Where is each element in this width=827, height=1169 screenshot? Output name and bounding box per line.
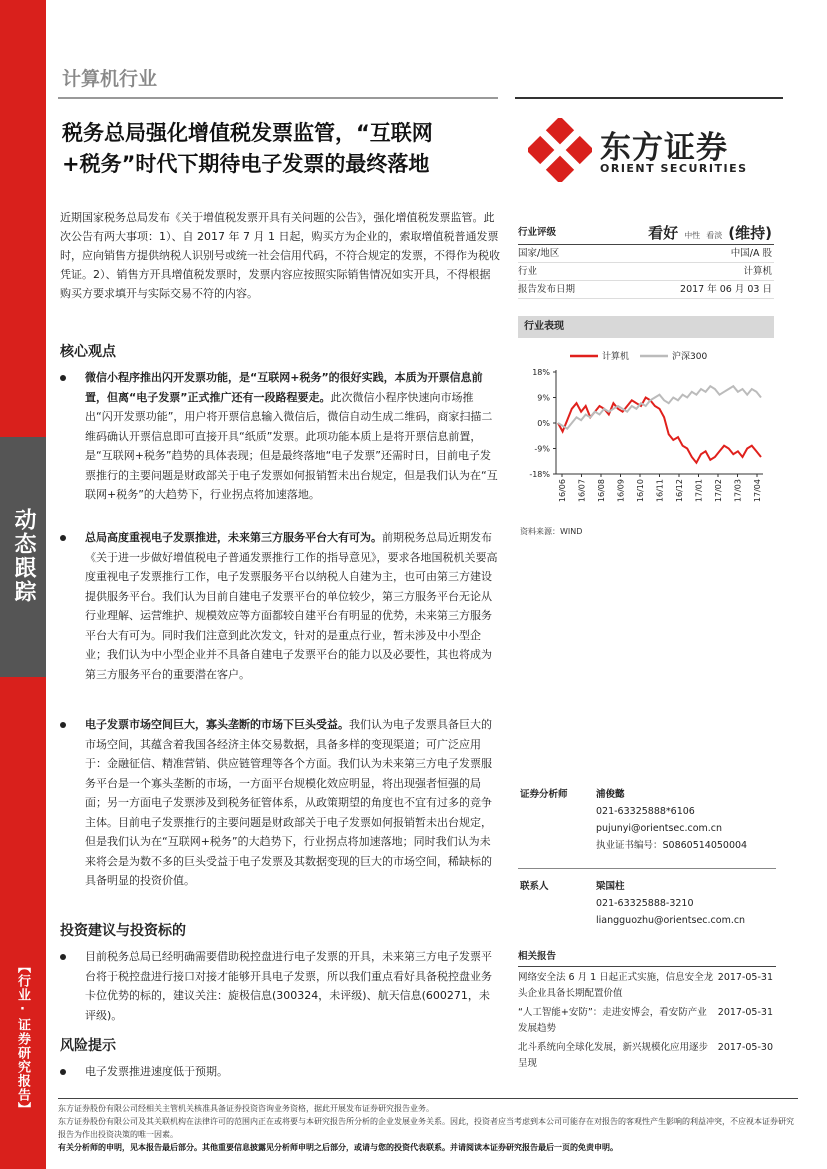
section-risk: 风险提示 [60,1038,116,1054]
footer-line-1: 东方证券股份有限公司经相关主管机关核准具备证券投资咨询业务资格，据此开展发布证券研究报告业务。 [58,1104,434,1113]
bullet-dot [60,1069,66,1075]
bullet-2-text: 前期税务总局近期发布《关于进一步做好增值税电子普通发票推行工作的指导意见》，要求各地国税机关要高度重视电子发票推行工作，电子发票服务平台以纳税人自建为主，也可由第三方建设提供服务平台。我们认为目前自建电子发票平台的单位较少，第三方服务平台无论从行业理解、运营维护、规模效应等方面都较自建平台有明显的优势，未来第三方服务平台大有可为。同时我们注意到此次发文，针对的是重点行业，暂未涉及中小型企业；我们认为中小型企业并不具备自建电子发票平台的能力以及必要性，其也将成为第三方服务平台的重要潜在客户。 [85,531,498,681]
related-header: 相关报告 [518,948,776,967]
title-line-1: 税务总局强化增值税发票监管，“互联网 [62,121,433,145]
rating-table [518,222,774,299]
x-tick-label: 16/06 [558,479,567,503]
intro-paragraph: 近期国家税务总局发布《关于增值税发票开具有关问题的公告》，强化增值税发票监管。此次公告有两大事项：1）、自 2017 年 7 月 1 日起，购买方为企业的，索取增值税普通发票时，应向销售方提供纳税人识别号或统一社会信用代码，不符合规定的发票，不得作为税收凭证。2）、销售方开具增值税发票时，发票内容应按照实际销售情况如实开具，不得根据购买方要求填开与实际交易不符的内容。 [60,211,500,300]
contact-name: 梁国柱 [596,881,625,892]
bullet-3-text: 我们认为电子发票具备巨大的市场空间，其蕴含着我国各经济主体交易数据，具备多样的变现渠道；可广泛应用于：金融征信、精准营销、供应链管理等各个方面。我们认为未来第三方电子发票服务平台是一个寡头垄断的市场，一方面平台规模化效应明显，将出现强者恒强的局面；另一方面电子发票涉及到税务征管体系，从政策期望的角度也不宜有过多的竞争主体。目前电子发票推行的主要问题是财政部关于电子发票如何报销暂未出台规定，但是我们认为在“互联网+税务”的大趋势下，行业拐点将加速落地；同时我们认为未来将会是为数不多的巨头受益于电子发票及其数据变现的巨大的市场空间，稀缺标的具备明显的投资价值。 [85,718,492,887]
bullet-1 [60,368,500,505]
company-logo [528,118,788,184]
y-tick-label: 18% [532,368,550,377]
rating-value: 看好 [648,224,679,242]
contact-email[interactable]: liangguozhu@orientsec.com.cn [596,915,746,926]
bullet-dot [60,722,66,728]
rating-keep: (维持) [728,224,772,242]
analyst-email[interactable]: pujunyi@orientsec.com.cn [596,823,723,834]
contact-label: 联系人 [520,881,549,892]
bullet-dot [60,954,66,960]
rating-label: 行业评级 [518,227,557,238]
x-tick-label: 16/10 [636,479,645,503]
title-line-2: +税务”时代下期待电子发票的最终落地 [62,152,430,176]
x-tick-label: 16/12 [675,479,684,503]
chart-source: 资料来源：WIND [520,527,583,536]
bullet-invest [60,947,500,1025]
analyst-label: 证券分析师 [520,789,568,800]
bullet-1-text: 此次微信小程序快速向市场推出“闪开发票功能”，用户将开票信息输入微信后，微信自动生成二维码，商家扫描二维码确认开票信息即可直接开具“纸质”发票。此项功能本质上是将开票信息前置，是“互联网+税务”趋势的具体表现；但是最终落地“电子发票”还需时日，目前电子发票推行的主要问题是财政部关于电子发票如何报销暂未出台规定，但是我们认为在“互联网+税务”的大趋势下，行业拐点将加速落地。 [85,390,498,501]
series-line [558,398,761,463]
series-line [558,386,761,429]
contact-divider [518,868,776,869]
x-tick-label: 17/01 [694,479,704,503]
x-tick-label: 16/08 [597,479,606,503]
legend-label: 沪深300 [672,352,708,362]
x-tick-label: 17/03 [733,479,743,503]
footer-line-3: 有关分析师的申明，见本报告最后部分。其他重要信息披露见分析师申明之后部分，或请与您的投资代表联系。并请阅读本证券研究报告最后一页的免责申明。 [58,1143,618,1152]
y-tick-label: -18% [529,470,550,479]
rating-row: 行业 计算机 [518,263,774,281]
rating-row-main [518,222,774,245]
analyst-license: 执业证书编号：S0860514050004 [596,840,748,851]
section-invest: 投资建议与投资标的 [60,923,186,939]
contact-phone: 021-63325888-3210 [596,898,694,909]
bullet-3 [60,715,500,891]
analyst-name: 浦俊懿 [596,789,625,800]
bullet-dot [60,375,66,381]
sidebar-dynamic-label: 动态跟踪 [11,508,36,604]
bullet-1-bold: 微信小程序推出闪开发票功能，是“互联网+税务”的很好实践，本质为开票信息前置，但离“电子发票”正式推广还有一段路程要走。 [85,371,483,404]
risk-text: 电子发票推进速度低于预期。 [85,1065,228,1078]
y-tick-label: 9% [537,393,550,403]
x-tick-label: 17/04 [753,479,762,503]
logo-text-en: ORIENT SECURITIES [600,162,748,175]
logo-mark-icon [528,118,592,182]
performance-chart [518,346,776,521]
bullet-risk [60,1062,500,1082]
bullet-2-bold: 总局高度重视电子发票推进，未来第三方服务平台大有可为。 [85,531,382,544]
top-divider [58,97,498,99]
bullet-3-bold: 电子发票市场空间巨大，寡头垄断的市场下巨头受益。 [85,718,349,731]
y-tick-label: -9% [534,444,550,454]
x-tick-label: 16/11 [655,479,665,503]
performance-header: 行业表现 [518,316,774,338]
rating-bearish: 看淡 [706,231,723,240]
x-tick-label: 16/07 [577,479,587,503]
footer-line-2: 东方证券股份有限公司及其关联机构在法律许可的范围内正在或将要与本研究报告所分析的企业发展业务关系。因此，投资者应当考虑到本公司可能存在对报告的客观性产生影响的利益冲突，不应视本证券研究报告为作出投资决策的唯一因素。 [58,1117,794,1139]
industry-heading: 计算机行业 [62,68,158,90]
rating-row: 报告发布日期 2017 年 06 月 03 日 [518,281,774,299]
legend-label: 计算机 [602,352,630,362]
bullet-dot [60,535,66,541]
bullet-2 [60,528,500,684]
related-item[interactable]: “人工智能+安防”：走进安博会，看安防产业发展趋势 2017-05-31 [518,1007,773,1034]
related-reports [518,948,776,1072]
x-tick-label: 16/09 [616,479,626,503]
related-item[interactable]: 北斗系统向全球化发展，新兴规模化应用逐步呈现 2017-05-30 [518,1042,773,1069]
related-item[interactable]: 网络安全法 6 月 1 日起正式实施，信息安全龙头企业具备长期配置价值 2017-05-31 [518,972,773,999]
sidebar-report-tag: 【行业·证券研究报告】 [15,960,30,1116]
rating-neutral: 中性 [684,231,701,240]
analyst-phone: 021-63325888*6106 [596,806,695,817]
rating-row: 国家/地区 中国/A 股 [518,245,774,263]
top-divider-right [515,97,783,99]
y-tick-label: 0% [537,419,550,428]
report-title [62,118,502,180]
logo-text-cn: 东方证券 [600,130,728,166]
x-tick-label: 17/02 [714,479,723,503]
section-core: 核心观点 [60,344,116,360]
invest-text: 目前税务总局已经明确需要借助税控盘进行电子发票的开具，未来第三方电子发票平台将于税控盘进行接口对接才能够开具电子发票，所以我们重点看好具备税控盘业务卡位优势的标的，建议关注：旋极信息(300324，未评级)、航天信息(600271，未评级)。 [85,950,492,1022]
footer-disclaimer [58,1098,798,1154]
